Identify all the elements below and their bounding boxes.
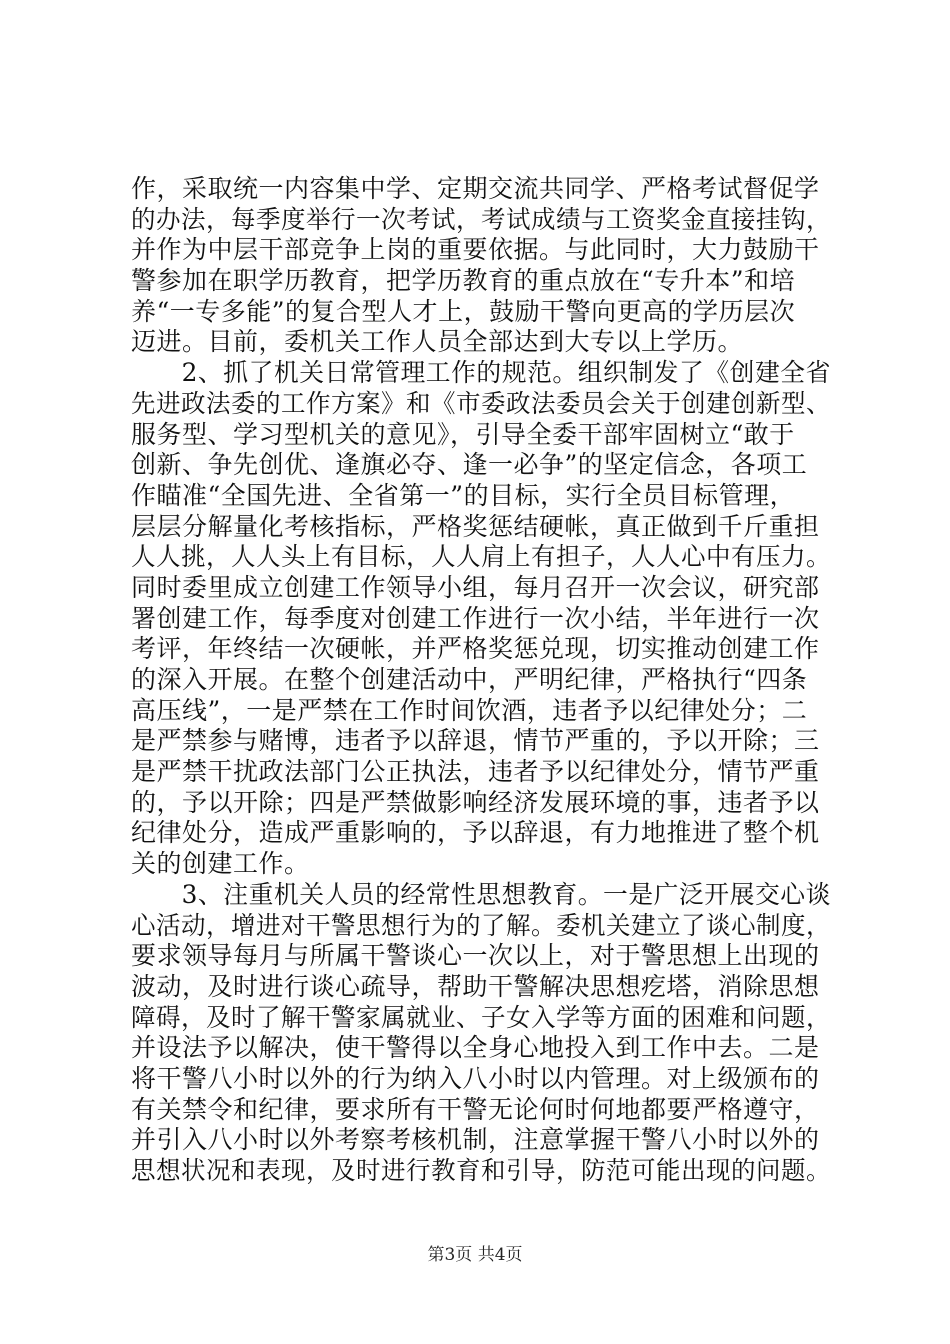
text-line: 迈进。目前，委机关工作人员全部达到大专以上学历。 [131, 327, 744, 357]
text-line: 3、注重机关人员的经常性思想教育。一是广泛开展交心谈 [131, 879, 831, 909]
text-line: 将干警八小时以外的行为纳入八小时以内管理。对上级颁布的 [131, 1063, 820, 1093]
text-line: 同时委里成立创建工作领导小组，每月召开一次会议，研究部 [131, 572, 820, 602]
text-line: 警参加在职学历教育，把学历教育的重点放在“专升本”和培 [131, 266, 796, 296]
text-line: 是严禁参与赌博，违者予以辞退，情节严重的，予以开除；三 [131, 726, 820, 756]
text-line: 有关禁令和纪律，要求所有干警无论何时何地都要严格遵守， [131, 1094, 820, 1124]
text-line: 考评，年终结一次硬帐，并严格奖惩兑现，切实推动创建工作 [131, 634, 820, 664]
text-line: 的深入开展。在整个创建活动中，严明纪律，严格执行“四条 [131, 665, 808, 694]
body-text [131, 174, 831, 1187]
text-line: 关的创建工作。 [131, 849, 310, 879]
text-line: 并引入八小时以外考察考核机制，注意掌握干警八小时以外的 [131, 1125, 820, 1155]
text-line: 2、抓了机关日常管理工作的规范。组织制发了《创建全省 [131, 358, 831, 388]
text-line: 作，采取统一内容集中学、定期交流共同学、严格考试督促学 [131, 174, 820, 203]
text-line: 障碍，及时了解干警家属就业、子女入学等方面的困难和问题， [131, 1002, 832, 1032]
text-line: 心活动，增进对干警思想行为的了解。委机关建立了谈心制度， [131, 910, 832, 940]
text-line: 的办法，每季度举行一次考试，考试成绩与工资奖金直接挂钩， [131, 204, 832, 234]
text-line: 是严禁干扰政法部门公正执法，违者予以纪律处分，情节严重 [131, 757, 820, 787]
text-line: 署创建工作，每季度对创建工作进行一次小结，半年进行一次 [131, 603, 820, 633]
text-line: 层层分解量化考核指标，严格奖惩结硬帐，真正做到千斤重担 [131, 511, 820, 541]
text-line: 高压线”，一是严禁在工作时间饮酒，违者予以纪律处分；二 [131, 695, 808, 725]
text-line: 要求领导每月与所属干警谈心一次以上，对于警思想上出现的 [131, 941, 820, 971]
text-line: 人人挑，人人头上有目标，人人肩上有担子，人人心中有压力。 [131, 542, 832, 572]
text-line: 养“一专多能”的复合型人才上，鼓励干警向更高的学历层次 [131, 296, 796, 326]
text-line: 先进政法委的工作方案》和《市委政法委员会关于创建创新型、 [131, 388, 832, 418]
text-line: 并作为中层干部竞争上岗的重要依据。与此同时，大力鼓励干 [131, 235, 820, 265]
text-line: 波动，及时进行谈心疏导，帮助干警解决思想疙塔，消除思想 [131, 971, 820, 1001]
text-line: 作瞄准“全国先进、全省第一”的目标，实行全员目标管理， [131, 480, 796, 510]
text-line: 的，予以开除；四是严禁做影响经济发展环境的事，违者予以 [131, 787, 820, 817]
text-line: 服务型、学习型机关的意见》，引导全委干部牢固树立“敢于 [131, 419, 795, 449]
text-line: 纪律处分，造成严重影响的，予以辞退，有力地推进了整个机 [131, 818, 820, 848]
text-line: 并设法予以解决，使干警得以全身心地投入到工作中去。二是 [131, 1033, 820, 1063]
text-line: 思想状况和表现，及时进行教育和引导，防范可能出现的问题。 [131, 1156, 832, 1185]
text-line: 创新、争先创优、逢旗必夺、逢一必争”的坚定信念，各项工 [131, 450, 808, 480]
page-footer: 第3页 共4页 [427, 1245, 523, 1265]
